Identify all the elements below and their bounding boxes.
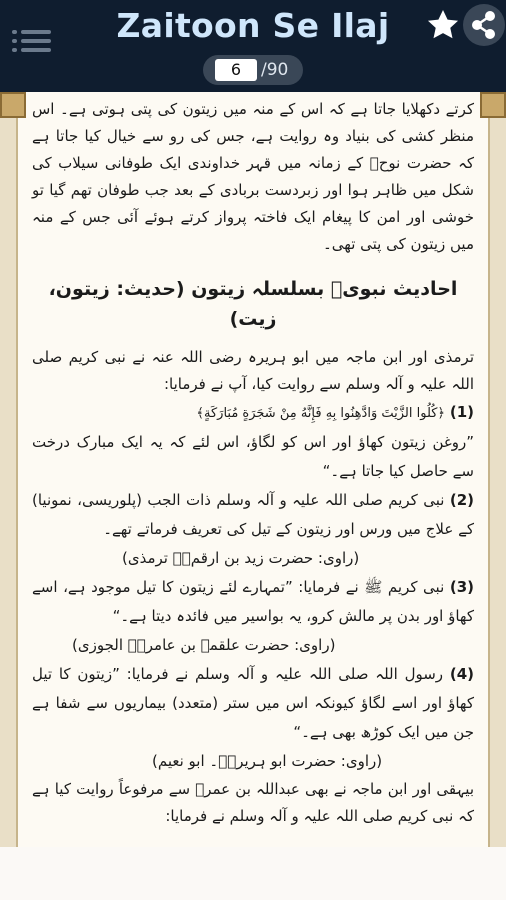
- hadith-2: [32, 486, 474, 544]
- book-page-content: [20, 92, 486, 847]
- hadith-4-number: (4): [449, 665, 474, 683]
- hadith-2-number: (2): [449, 491, 474, 509]
- ornamental-border-left: [0, 92, 18, 847]
- hadith-1-number: (1): [449, 403, 474, 421]
- ornamental-border-right: [488, 92, 506, 847]
- section-heading: احادیث نبویؐ بسلسلہ زیتون (حدیث: زیتون، زیت): [48, 278, 458, 330]
- hadith-2-narrator: (راوی: حضرت زید بن ارقمؓ۔ ترمذی): [122, 549, 360, 567]
- app-title: Zaitoon Se Ilaj: [116, 6, 390, 45]
- bottom-blank-area: [0, 847, 506, 900]
- hadith-3-number: (3): [449, 578, 474, 596]
- book-page-frame: [0, 92, 506, 847]
- share-icon[interactable]: [463, 4, 505, 46]
- lead-paragraph: ترمذی اور ابن ماجہ میں ابو ہریرہ رضی اللہ عنہ نے نبی کریم صلی اللہ علیہ و آلہ وسلم سے روایت کیا، آپ نے فرمایا:: [32, 348, 474, 393]
- hadith-3-narrator: (راوی: حضرت علقمہ بن عامرؓ۔ الجوزی): [72, 636, 336, 654]
- hadith-1-translation: ”روغن زیتون کھاؤ اور اس کو لگاؤ، اس لئے کہ یہ ایک مبارک درخت سے حاصل کیا جاتا ہے۔“: [32, 433, 474, 480]
- hadith-4-narrator: (راوی: حضرت ابو ہریرہؓ۔ ابو نعیم): [152, 752, 383, 770]
- hadith-3-text: نبی کریم ﷺ نے فرمایا: ”تمہارے لئے زیتون کا تیل موجود ہے، اسے کھاؤ اور بدن پر مالش کرو، یہ بواسیر میں فائدہ دیتا ہے۔“: [32, 578, 474, 625]
- hadith-2-text: نبی کریم صلی اللہ علیہ و آلہ وسلم ذات الجب (پلوریسی، نمونیا) کے علاج میں ورس اور زیتون کے تیل کی تعریف فرماتے تھے۔: [32, 491, 474, 538]
- total-pages-label: /90: [261, 60, 289, 80]
- current-page-input[interactable]: 6: [215, 59, 257, 81]
- app-header: [0, 0, 506, 92]
- hadith-4-text: رسول اللہ صلی اللہ علیہ و آلہ وسلم نے فرمایا: ”زیتون کا تیل کھاؤ اور اسے لگاؤ کیونکہ اس میں ستر (متعدد) بیماریوں سے شفا ہے جن میں ایک کوڑھ بھی ہے۔“: [32, 665, 474, 741]
- closing-paragraph: بیہقی اور ابن ماجہ نے بھی عبداللہ بن عمرؓ سے مرفوعاً روایت کیا ہے کہ نبی کریم صلی اللہ علیہ و آلہ وسلم نے فرمایا:: [32, 780, 474, 825]
- menu-line-3: [21, 48, 51, 52]
- star-icon[interactable]: [424, 6, 462, 44]
- hadith-1-arabic: ﴿كُلُوا الزَّيْتَ وَادَّهِنُوا بِهِ فَإِنَّهُ مِنْ شَجَرَةٍ مُبَارَكَةٍ﴾: [196, 406, 446, 421]
- intro-paragraph: کرتے دکھلایا جاتا ہے کہ اس کے منہ میں زیتون کی پتی ہوتی ہے۔ اس منظر کشی کی بنیاد وہ روایت ہے، جس کی رو سے خیال کیا جاتا ہے کہ حضرت نوحؑ کے زمانہ میں قہر خداوندی ایک طوفانی سیلاب کی شکل میں ظاہر ہوا اور زبردست بربادی کے بعد جب طوفان تھم گیا تو خوشی اور امن کا پیغام ایک فاختہ پرواز کرتے ہوئے آئی جس کے منہ میں زیتون کی پتی تھی۔: [32, 100, 474, 253]
- hadith-4: [32, 660, 474, 747]
- hadith-3: [32, 573, 474, 631]
- hadith-1: [32, 398, 474, 428]
- page-indicator: [203, 55, 303, 85]
